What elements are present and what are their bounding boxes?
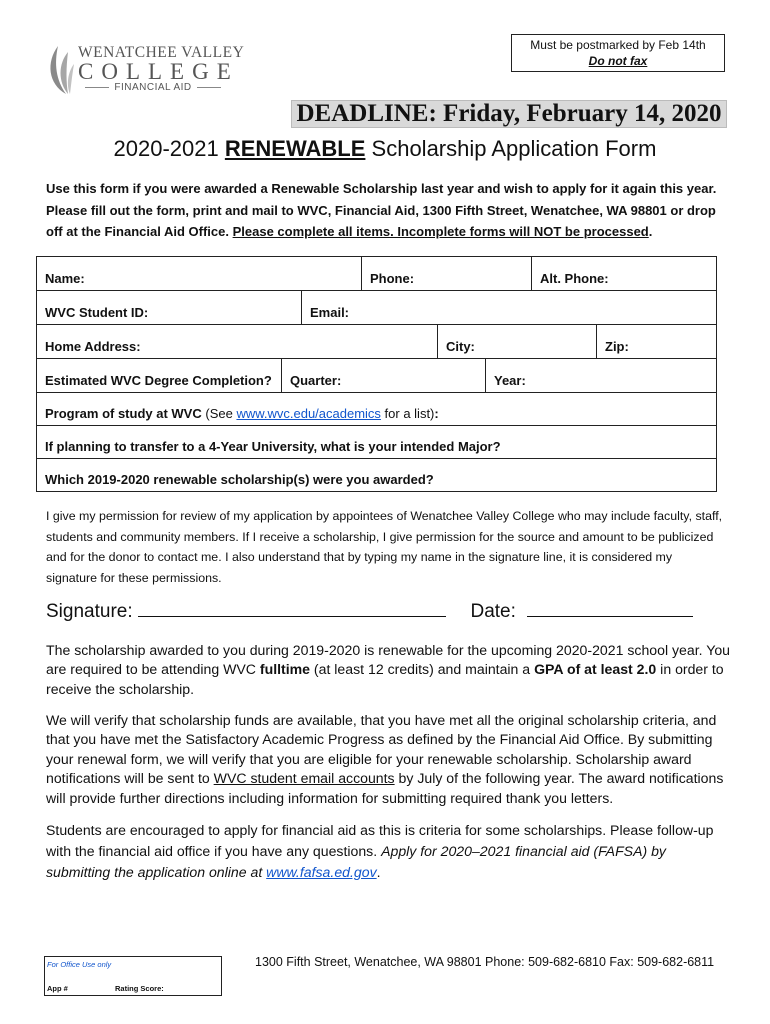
form-row-program (37, 393, 716, 426)
city-field[interactable] (437, 325, 596, 358)
program-of-study-field[interactable] (37, 393, 716, 425)
scholarships-awarded-label: Which 2019-2020 renewable scholarship(s) were you awarded? (45, 472, 434, 487)
form-row-transfer (37, 426, 716, 459)
name-label: Name: (45, 271, 85, 286)
instructions (46, 178, 736, 243)
application-form-table (36, 256, 717, 492)
form-title-post: Scholarship Application Form (365, 136, 657, 161)
program-colon: : (434, 406, 439, 421)
year-label: Year: (494, 373, 526, 388)
signature-label: Signature: (46, 601, 133, 622)
app-number-label: App # (47, 984, 68, 993)
college-logo (44, 44, 244, 96)
office-use-box (44, 956, 222, 996)
city-label: City: (446, 339, 475, 354)
student-email-link: WVC student email accounts (213, 770, 395, 787)
renewal-fulltime: fulltime (259, 661, 311, 678)
verification-text-2: by July of the following year. The award notifications will provide further directions including information for submitting required thank you letters. (46, 770, 724, 806)
transfer-major-field[interactable] (37, 426, 716, 458)
home-address-field[interactable] (37, 325, 437, 358)
instructions-text: Use this form if you were awarded a Renewable Scholarship last year and wish to apply for it again this year. Please fill out the form, print and mail to WVC, Financial Aid, 1300 Fifth Street, Wenatchee, WA 98801 or drop off at the Financial Aid Office. (46, 181, 717, 239)
degree-completion-label: Estimated WVC Degree Completion? (45, 373, 272, 388)
email-field[interactable] (301, 291, 716, 324)
student-id-label: WVC Student ID: (45, 305, 149, 320)
program-of-study-label-text: Program of study at WVC (45, 406, 206, 421)
logo-line-3 (78, 82, 228, 93)
alt-phone-field[interactable] (531, 257, 716, 290)
form-row-id (37, 291, 716, 325)
fafsa-link[interactable]: www.fafsa.ed.gov (266, 864, 377, 880)
financial-aid-paragraph (46, 820, 730, 883)
renewal-requirements-paragraph (46, 641, 730, 699)
date-line[interactable] (527, 600, 693, 617)
renewal-text-3: in order to receive the scholarship. (46, 661, 724, 697)
form-title-pre: 2020-2021 (113, 136, 225, 161)
quarter-field[interactable] (281, 359, 485, 392)
verification-text-1: We will verify that scholarship funds are available, that you have met all the original scholarship criteria, and that you have met the Satisfactory Academic Progress as defined by the Financial Aid Office. By submitting your renewal form, we will verify that you are eligible for your renewable scholarship. Scholarship award notifications will be sent to (46, 712, 717, 787)
email-label: Email: (310, 305, 350, 320)
deadline-banner: DEADLINE: Friday, February 14, 2020 (291, 100, 727, 128)
zip-label: Zip: (605, 339, 629, 354)
phone-label: Phone: (370, 271, 415, 286)
degree-completion-cell (37, 359, 281, 392)
renewal-gpa: GPA of at least 2.0 (534, 661, 657, 678)
form-row-scholarships (37, 459, 716, 491)
rating-score-label: Rating Score: (115, 984, 164, 993)
signature-row (46, 600, 746, 623)
postmark-text: Must be postmarked by Feb 14th (530, 38, 706, 52)
name-field[interactable] (37, 257, 361, 290)
fafsa-instruction: Apply for 2020–2021 financial aid (FAFSA) by submitting the application online at (46, 843, 666, 880)
instructions-end: . (648, 224, 653, 239)
student-id-field[interactable] (37, 291, 301, 324)
signature-line[interactable] (138, 600, 446, 617)
office-use-title: For Office Use only (47, 960, 112, 969)
logo-line-3-text: FINANCIAL AID (114, 82, 192, 93)
transfer-major-label: If planning to transfer to a 4-Year University, what is your intended Major? (45, 439, 501, 454)
program-of-study-label (45, 406, 439, 421)
wheat-leaf-icon (44, 44, 74, 96)
scholarships-awarded-field[interactable] (37, 459, 716, 491)
renewal-text-1: The scholarship awarded to you during 2019-2020 is renewable for the upcoming 2020-2021 school year. You are required to be attending WVC (46, 642, 731, 678)
logo-line-2: COLLEGE (78, 59, 239, 84)
quarter-label: Quarter: (290, 373, 342, 388)
date-label: Date: (470, 601, 516, 622)
logo-line-1: WENATCHEE VALLEY (78, 44, 245, 61)
academics-link[interactable]: www.wvc.edu/academics (236, 406, 381, 421)
year-field[interactable] (485, 359, 716, 392)
form-row-degree (37, 359, 716, 393)
financial-aid-text-1: Students are encouraged to apply for financial aid as this is criteria for some scholarships. Please follow-up with the financial aid office if you have any questions. (46, 822, 714, 859)
home-address-label: Home Address: (45, 339, 141, 354)
alt-phone-label: Alt. Phone: (540, 271, 609, 286)
zip-field[interactable] (596, 325, 716, 358)
program-see-text: (See (205, 406, 237, 421)
permission-statement: I give my permission for review of my application by appointees of Wenatchee Valley College who may include faculty, staff, students and community members. If I receive a scholarship, I give permission for the source and amount to be publicized and for the donor to contact me. I also understand that by typing my name in the signature line, it is considered my signature for these permissions. (46, 509, 723, 585)
no-fax-text: Do not fax (588, 54, 648, 68)
phone-field[interactable] (361, 257, 531, 290)
renewal-text-2: (at least 12 credits) and maintain a (310, 661, 535, 678)
verification-paragraph (46, 711, 730, 808)
form-title (0, 136, 770, 162)
form-title-emphasis: RENEWABLE (224, 136, 366, 161)
program-list-text: for a list) (380, 406, 435, 421)
financial-aid-end: . (376, 864, 381, 880)
postmark-notice (511, 34, 725, 72)
form-row-name (37, 257, 716, 291)
footer-contact: 1300 Fifth Street, Wenatchee, WA 98801 Phone: 509-682-6810 Fax: 509-682-6811 (255, 955, 715, 969)
instructions-warning: Please complete all items. Incomplete forms will NOT be processed (232, 224, 649, 239)
form-row-address (37, 325, 716, 359)
